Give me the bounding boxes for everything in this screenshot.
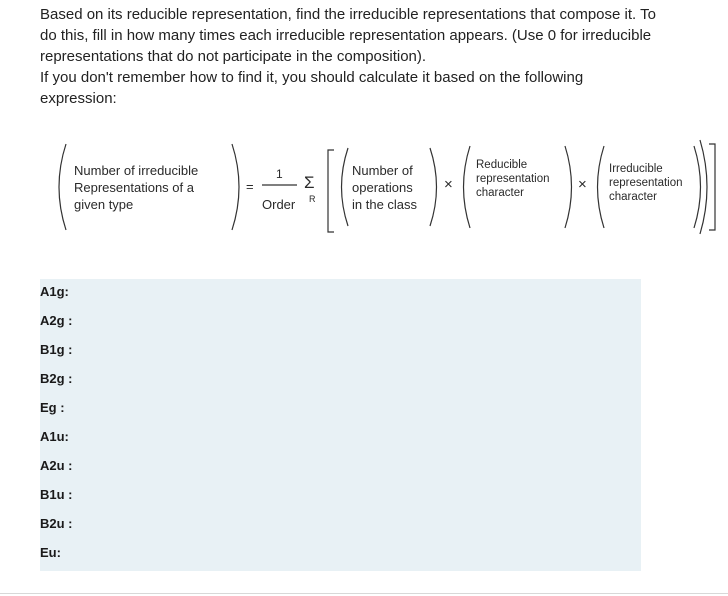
bottom-divider — [0, 593, 728, 594]
times-sign-2: × — [578, 176, 587, 193]
term2-line3: in the class — [352, 197, 418, 212]
term4-line3: character — [609, 191, 657, 203]
times-sign-1: × — [444, 176, 453, 193]
equals-sign: = — [246, 179, 254, 194]
answer-input-b2u[interactable] — [81, 514, 145, 532]
answer-input-eu[interactable] — [69, 543, 133, 561]
fraction-numerator: 1 — [276, 167, 283, 181]
right-paren-4 — [694, 146, 701, 228]
answer-label: Eg : — [40, 399, 65, 415]
answer-row-b2u — [40, 513, 145, 533]
answer-label: Eu: — [40, 544, 61, 560]
answer-input-a1g[interactable] — [77, 282, 141, 300]
term2-line1: Number of — [352, 163, 413, 178]
answer-input-a1u[interactable] — [77, 427, 141, 445]
right-paren-3 — [565, 146, 572, 228]
term4-line2: representation — [609, 177, 683, 189]
term3-line2: representation — [476, 173, 550, 185]
answer-input-a2g[interactable] — [81, 311, 145, 329]
term3-line3: character — [476, 187, 524, 199]
sum-symbol: Σ — [304, 173, 315, 192]
answer-row-a1u — [40, 426, 141, 446]
left-paren-2 — [342, 148, 349, 226]
answer-label: A1g: — [40, 283, 69, 299]
answer-label: B1u : — [40, 486, 73, 502]
answer-input-b2g[interactable] — [81, 369, 145, 387]
term4-line1: Irreducible — [609, 163, 663, 175]
answer-row-eu — [40, 542, 133, 562]
term-irreducible-count — [74, 162, 198, 213]
term3-line1: Reducible — [476, 159, 528, 171]
answer-label: A1u: — [40, 428, 69, 444]
answer-label: B2g : — [40, 370, 73, 386]
left-paren-4 — [598, 146, 605, 228]
term1-line2: Representations of a — [74, 180, 194, 195]
answer-row-a1g — [40, 281, 141, 301]
instructions-paragraph: Based on its reducible representation, find the irreducible representations that compose it. To do this, fill in how many times each irreducible representation appears. (Use 0 for irreducible representations that do not participate in the composition). — [40, 6, 656, 65]
term-irreducible-character — [609, 162, 683, 204]
answer-input-b1g[interactable] — [81, 340, 145, 358]
left-paren-3 — [464, 146, 471, 228]
sum-index: R — [309, 194, 316, 204]
answer-row-eg — [40, 397, 137, 417]
term1-line1: Number of irreducible — [74, 163, 199, 178]
left-square-bracket — [328, 150, 334, 232]
answer-row-a2u — [40, 455, 145, 475]
right-square-bracket — [709, 144, 715, 230]
answer-row-b1g — [40, 339, 145, 359]
term1-line3: given type — [74, 197, 134, 212]
right-paren-1 — [232, 144, 239, 230]
answer-label: B2u : — [40, 515, 73, 531]
answer-label: B1g : — [40, 341, 73, 357]
term2-line2: operations — [352, 180, 413, 195]
answer-input-eg[interactable] — [73, 398, 137, 416]
term-reducible-character — [476, 158, 550, 200]
answers-panel — [40, 279, 641, 571]
answer-input-a2u[interactable] — [81, 456, 145, 474]
answer-label: A2u : — [40, 457, 73, 473]
left-paren-1 — [59, 144, 66, 230]
answer-row-a2g — [40, 310, 145, 330]
reduction-formula — [0, 0, 728, 250]
answer-label: A2g : — [40, 312, 73, 328]
right-paren-2 — [430, 148, 437, 226]
answer-row-b2g — [40, 368, 145, 388]
fraction-denominator: Order — [262, 197, 296, 212]
answer-row-b1u — [40, 484, 145, 504]
term-operations-count — [352, 162, 417, 213]
instructions-hint: If you don't remember how to find it, you should calculate it based on the following expression: — [40, 69, 584, 107]
answer-input-b1u[interactable] — [81, 485, 145, 503]
